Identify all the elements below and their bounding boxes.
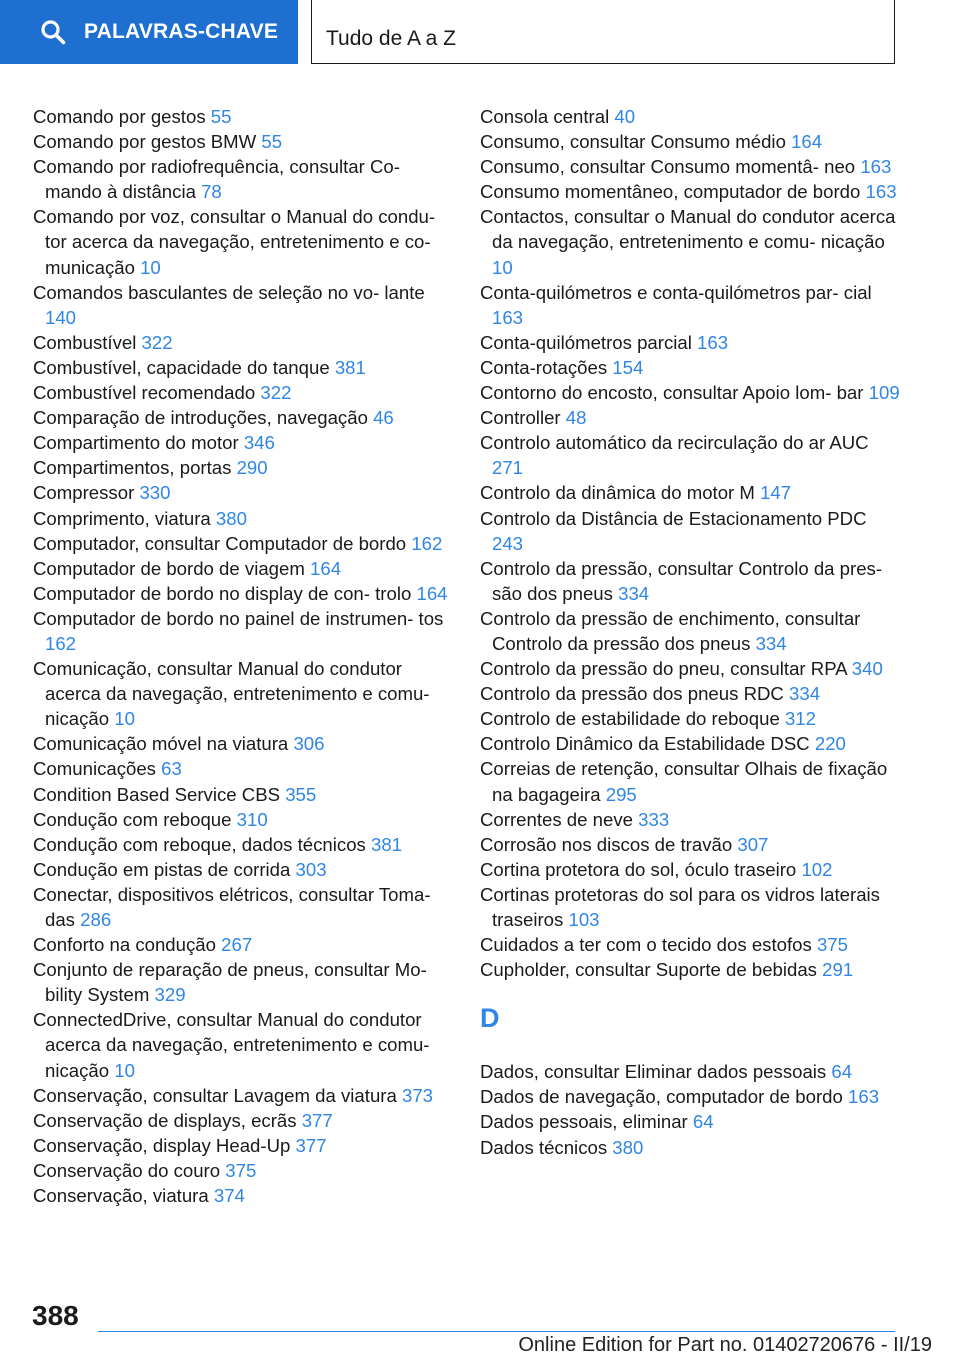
page-reference-link[interactable]: 10	[140, 256, 161, 278]
index-entry[interactable]	[33, 807, 448, 832]
index-entry[interactable]	[33, 957, 448, 1007]
index-entry[interactable]	[33, 506, 448, 531]
keywords-tab-label: PALAVRAS-CHAVE	[84, 20, 279, 43]
page-reference-link[interactable]: 164	[791, 131, 823, 153]
a-to-z-tab[interactable]: Tudo de A a Z	[311, 0, 895, 64]
page-reference-link[interactable]: 163	[848, 1086, 880, 1108]
page-reference-link[interactable]: 164	[310, 557, 342, 579]
index-entry-text: Controlo da pressão de enchimento, consultar Controlo da pressão dos pneus	[480, 607, 861, 654]
index-entry-text: Dados pessoais, eliminar	[480, 1111, 688, 1133]
index-entry[interactable]	[480, 1059, 900, 1084]
index-entry-text: Comunicações	[33, 758, 156, 780]
page-reference-link[interactable]: 286	[80, 909, 112, 930]
page-reference-link[interactable]: 162	[45, 632, 77, 654]
page-reference-link[interactable]: 55	[210, 106, 232, 127]
index-entry-text: Condução com reboque	[33, 808, 232, 830]
index-entry-text: Controlo de estabilidade do reboque	[480, 708, 780, 730]
index-entry-text: Controlo da Distância de Estacionamento PDC	[480, 507, 867, 529]
index-entry[interactable]	[33, 1158, 448, 1183]
index-entry-text: Combustível, capacidade do tanque	[33, 356, 330, 378]
index-entry[interactable]	[480, 204, 900, 279]
index-entry[interactable]	[480, 480, 900, 505]
index-entry[interactable]	[33, 606, 448, 656]
page-reference-link[interactable]: 310	[236, 808, 268, 830]
index-entry[interactable]	[480, 154, 900, 179]
index-entry-text: Contorno do encosto, consultar Apoio lom‐ bar	[480, 382, 864, 404]
page-reference-link[interactable]: 380	[612, 1136, 644, 1158]
index-entry[interactable]	[33, 581, 448, 606]
page-reference-link[interactable]: 63	[161, 758, 182, 780]
index-entry[interactable]	[480, 606, 900, 656]
index-entry-text: Conservação de displays, ecrãs	[33, 1109, 297, 1131]
index-entry[interactable]	[33, 932, 448, 957]
index-entry-text: Comparação de introduções, navegação	[33, 407, 368, 429]
index-entry-text: Computador, consultar Computador de bordo	[33, 532, 407, 554]
index-entry-text: Computador de bordo de viagem	[33, 557, 305, 579]
page-reference-link[interactable]: 373	[402, 1084, 434, 1106]
index-entry[interactable]	[33, 330, 448, 355]
index-list-d	[480, 1059, 900, 1159]
index-entry-text: Conservação, viatura	[33, 1185, 209, 1207]
index-entry[interactable]	[33, 556, 448, 581]
page-reference-link[interactable]: 381	[371, 833, 403, 855]
index-entry-text: Controlo da dinâmica do motor M	[480, 482, 755, 504]
page-reference-link[interactable]: 140	[45, 306, 77, 328]
page-reference-link[interactable]: 377	[301, 1109, 333, 1131]
page-reference-link[interactable]: 375	[225, 1159, 257, 1181]
page-reference-link[interactable]: 322	[260, 382, 292, 404]
index-entry-text: Compartimentos, portas	[33, 457, 232, 479]
page-reference-link[interactable]: 163	[697, 331, 729, 353]
page-reference-link[interactable]: 377	[295, 1134, 327, 1156]
index-entry[interactable]	[33, 756, 448, 781]
index-entry-text: Corrosão nos discos de travão	[480, 833, 733, 855]
page-reference-link[interactable]: 306	[293, 733, 325, 755]
index-column-right	[480, 104, 900, 1160]
index-entry-text: Consola central	[480, 106, 610, 127]
index-entry[interactable]	[33, 455, 448, 480]
index-entry[interactable]	[33, 782, 448, 807]
index-entry-text: Computador de bordo no painel de instrumen‐ tos	[33, 607, 444, 629]
index-entry-text: Consumo, consultar Consumo momentâ‐ neo	[480, 156, 856, 178]
index-entry[interactable]	[480, 330, 900, 355]
keywords-tab[interactable]	[0, 0, 298, 64]
page-reference-link[interactable]: 307	[737, 833, 769, 855]
index-entry[interactable]	[33, 430, 448, 455]
index-entry-text: Dados, consultar Eliminar dados pessoais	[480, 1061, 827, 1083]
page-reference-link[interactable]: 271	[492, 457, 524, 479]
index-entry-text: ConnectedDrive, consultar Manual do condutor acerca da navegação, entretenimento e comu‐ nicação	[33, 1009, 430, 1081]
index-entry-text: Condução em pistas de corrida	[33, 858, 291, 880]
page-reference-link[interactable]: 295	[605, 783, 637, 805]
index-entry-text: Conforto na condução	[33, 934, 216, 956]
edition-footer: Online Edition for Part no. 01402720676 - II/19	[518, 1334, 932, 1356]
page-reference-link[interactable]: 46	[373, 407, 394, 429]
index-entry[interactable]	[480, 355, 900, 380]
index-column-left	[33, 104, 448, 1208]
page-reference-link[interactable]: 64	[831, 1061, 853, 1083]
page-reference-link[interactable]: 334	[755, 632, 787, 654]
page-number: 388	[32, 1300, 79, 1331]
index-entry[interactable]	[33, 405, 448, 430]
index-entry-text: Dados técnicos	[480, 1136, 608, 1158]
page-reference-link[interactable]: 330	[139, 482, 171, 504]
index-entry-text: Consumo, consultar Consumo médio	[480, 131, 786, 153]
page-reference-link[interactable]: 55	[261, 131, 283, 153]
page-reference-link[interactable]: 334	[618, 582, 650, 604]
index-entry[interactable]	[33, 104, 448, 129]
index-entry-text: Combustível recomendado	[33, 382, 256, 404]
index-entry-text: Comunicação móvel na viatura	[33, 733, 289, 755]
index-entry[interactable]	[480, 380, 900, 405]
page-reference-link[interactable]: 334	[789, 683, 821, 705]
index-entry-text: Cupholder, consultar Suporte de bebidas	[480, 959, 817, 981]
page-reference-link[interactable]: 103	[568, 909, 600, 930]
index-entry-text: Controlo da pressão do pneu, consultar RPA	[480, 658, 847, 680]
index-entry[interactable]	[480, 807, 900, 832]
index-entry[interactable]	[480, 932, 900, 957]
index-entry[interactable]	[33, 1133, 448, 1158]
index-entry-text: Conservação do couro	[33, 1159, 221, 1181]
index-entry-text: Contactos, consultar o Manual do condutor acerca da navegação, entretenimento e comu‐ nicação	[480, 206, 896, 253]
page-reference-link[interactable]: 381	[334, 356, 366, 378]
index-entry-text: Combustível	[33, 331, 137, 353]
index-entry[interactable]	[33, 531, 448, 556]
index-entry-text: Controlo automático da recirculação do ar AUC	[480, 432, 869, 454]
page-reference-link[interactable]: 10	[492, 256, 513, 278]
index-entry-text: Conectar, dispositivos elétricos, consultar Toma‐ das	[33, 883, 431, 930]
index-entry[interactable]	[33, 204, 448, 279]
index-entry-text: Controlo da pressão dos pneus RDC	[480, 683, 784, 705]
index-entry-text: Comprimento, viatura	[33, 507, 211, 529]
index-entry[interactable]	[33, 857, 448, 882]
page-reference-link[interactable]: 322	[141, 331, 173, 353]
page-reference-link[interactable]: 333	[638, 808, 670, 830]
index-entry[interactable]	[33, 1083, 448, 1108]
page-reference-link[interactable]: 163	[865, 181, 897, 203]
index-entry[interactable]	[480, 1109, 900, 1134]
page-reference-link[interactable]: 267	[221, 934, 253, 956]
header-bar	[0, 0, 960, 66]
index-entry[interactable]	[33, 154, 448, 204]
page-reference-link[interactable]: 48	[565, 407, 587, 429]
index-entry[interactable]	[33, 1007, 448, 1082]
index-entry[interactable]	[480, 882, 900, 932]
index-entry[interactable]	[480, 756, 900, 806]
index-entry-text: Consumo momentâneo, computador de bordo	[480, 181, 861, 203]
index-entry[interactable]	[480, 506, 900, 556]
index-entry-text: Comando por voz, consultar o Manual do condu‐ tor acerca da navegação, entretenimento e co‐ municação	[33, 206, 436, 278]
index-entry-text: Correntes de neve	[480, 808, 633, 830]
page-reference-link[interactable]: 102	[801, 858, 833, 880]
index-entry[interactable]	[480, 656, 900, 681]
index-entry[interactable]	[33, 1183, 448, 1208]
index-entry-text: Controlo Dinâmico da Estabilidade DSC	[480, 733, 810, 755]
index-entry-text: Computador de bordo no display de con‐ trolo	[33, 582, 412, 604]
index-entry[interactable]	[480, 280, 900, 330]
index-entry-text: Cuidados a ter com o tecido dos estofos	[480, 934, 812, 956]
index-entry[interactable]	[33, 129, 448, 154]
index-entry[interactable]	[33, 656, 448, 731]
page-reference-link[interactable]: 355	[285, 783, 317, 805]
index-entry[interactable]	[480, 1084, 900, 1109]
page-reference-link[interactable]: 64	[692, 1111, 714, 1133]
index-entry-text: Comando por gestos BMW	[33, 131, 257, 153]
index-entry[interactable]	[480, 1135, 900, 1160]
index-entry[interactable]	[480, 957, 900, 982]
index-entry-text: Conta-quilómetros parcial	[480, 331, 692, 353]
index-entry[interactable]	[33, 280, 448, 330]
index-entry[interactable]	[33, 480, 448, 505]
index-entry[interactable]	[480, 430, 900, 480]
index-entry[interactable]	[480, 556, 900, 606]
index-entry-text: Dados de navegação, computador de bordo	[480, 1086, 843, 1108]
page-reference-link[interactable]: 243	[492, 532, 524, 554]
index-entry-text: Controlo da pressão, consultar Controlo da pres‐ são dos pneus	[480, 557, 883, 604]
index-entry-text: Compartimento do motor	[33, 432, 239, 454]
page-reference-link[interactable]: 329	[154, 984, 186, 1006]
index-entry-text: Condução com reboque, dados técnicos	[33, 833, 366, 855]
page-reference-link[interactable]: 303	[295, 858, 327, 880]
index-entry[interactable]	[480, 681, 900, 706]
index-entry-text: Cortinas protetoras do sol para os vidros laterais traseiros	[480, 883, 880, 930]
page-reference-link[interactable]: 10	[114, 1059, 135, 1081]
index-entry[interactable]	[480, 832, 900, 857]
index-entry[interactable]	[480, 179, 900, 204]
page-reference-link[interactable]: 154	[612, 356, 644, 378]
index-entry-text: Controller	[480, 407, 561, 429]
page-reference-link[interactable]: 162	[411, 532, 443, 554]
index-entry[interactable]	[480, 405, 900, 430]
page-reference-link[interactable]: 78	[201, 181, 222, 203]
page-reference-link[interactable]: 346	[243, 432, 275, 454]
index-entry-text: Conservação, display Head-Up	[33, 1134, 291, 1156]
index-list-c-continued	[480, 104, 900, 982]
index-entry-text: Conjunto de reparação de pneus, consultar Mo‐ bility System	[33, 959, 427, 1006]
page-reference-link[interactable]: 312	[784, 708, 816, 730]
index-entry[interactable]	[480, 706, 900, 731]
page-reference-link[interactable]: 163	[860, 156, 892, 178]
index-entry[interactable]	[33, 832, 448, 857]
index-entry-text: Condition Based Service CBS	[33, 783, 281, 805]
page-reference-link[interactable]: 10	[114, 708, 135, 730]
index-entry-text: Conta-quilómetros e conta-quilómetros par‐ cial	[480, 281, 872, 303]
index-entry[interactable]	[480, 129, 900, 154]
page-reference-link[interactable]: 380	[215, 507, 247, 529]
page-reference-link[interactable]: 163	[492, 306, 524, 328]
index-entry-text: Compressor	[33, 482, 135, 504]
index-entry[interactable]	[480, 731, 900, 756]
index-entry[interactable]	[33, 1108, 448, 1133]
section-letter-heading: D	[480, 1003, 500, 1034]
page-reference-link[interactable]: 40	[614, 106, 636, 127]
index-entry[interactable]	[33, 380, 448, 405]
index-entry[interactable]	[480, 857, 900, 882]
index-entry-text: Comunicação, consultar Manual do condutor acerca da navegação, entretenimento e comu‐ nicação	[33, 658, 430, 730]
index-entry[interactable]	[33, 731, 448, 756]
index-entry-text: Correias de retenção, consultar Olhais de fixação na bagageira	[480, 758, 888, 805]
index-entry[interactable]	[480, 104, 900, 129]
page-reference-link[interactable]: 291	[822, 959, 854, 981]
index-entry[interactable]	[33, 882, 448, 932]
footer-divider	[98, 1331, 895, 1332]
index-entry-text: Comando por radiofrequência, consultar Co‐ mando à distância	[33, 156, 400, 203]
page-reference-link[interactable]: 290	[236, 457, 268, 479]
page-reference-link[interactable]: 375	[816, 934, 848, 956]
page-reference-link[interactable]: 374	[213, 1185, 245, 1207]
index-entry-text: Conta-rotações	[480, 356, 608, 378]
page-reference-link[interactable]: 164	[416, 582, 448, 604]
index-entry-text: Cortina protetora do sol, óculo traseiro	[480, 858, 797, 880]
page-reference-link[interactable]: 109	[868, 382, 900, 404]
page-reference-link[interactable]: 147	[760, 482, 792, 504]
index-entry-text: Comandos basculantes de seleção no vo‐ lante	[33, 281, 425, 303]
page-reference-link[interactable]: 340	[851, 658, 883, 680]
index-entry[interactable]	[33, 355, 448, 380]
index-entry-text: Conservação, consultar Lavagem da viatura	[33, 1084, 397, 1106]
search-icon	[40, 19, 66, 45]
index-entry-text: Comando por gestos	[33, 106, 206, 127]
page-reference-link[interactable]: 220	[814, 733, 846, 755]
